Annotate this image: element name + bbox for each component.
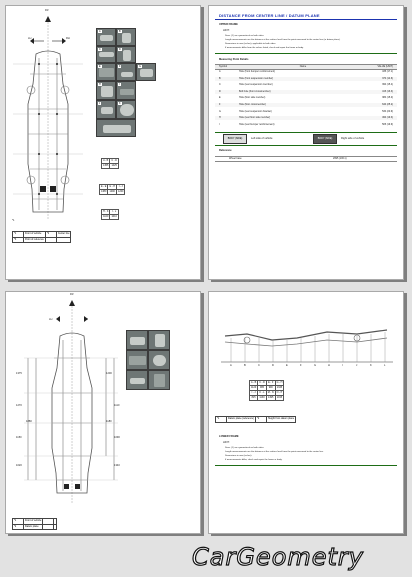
- badge-right-text: Right side of vehicle: [341, 137, 365, 140]
- dimension-left: 1880: [26, 420, 32, 423]
- photo-thumbnail: E: [96, 63, 116, 81]
- photo-thumbnail: [126, 370, 148, 390]
- rh-label: RH: [84, 318, 88, 321]
- hint-line: Dims. (1) are symmetrical on both sides.: [225, 447, 265, 449]
- photo-thumbnail: I: [116, 81, 136, 100]
- reference-row: Wheel base 2695 (106.1): [215, 156, 397, 162]
- photo-thumbnail: [96, 119, 136, 137]
- side-point-label: K: [370, 364, 372, 367]
- section-heading: LOWER FRAME: [219, 435, 239, 438]
- photo-thumbnail: J: [96, 100, 116, 119]
- measure-cell-symbol: H: [219, 116, 221, 120]
- side-point-label: L: [384, 364, 386, 367]
- lh-label: LH: [49, 318, 53, 321]
- side-point-label: I: [342, 364, 343, 367]
- dimension-table-b: E - E G - H I - J 1380 1490 1200: [101, 185, 124, 194]
- measure-row: [215, 116, 397, 120]
- measure-cell-value: 640 (25.2): [382, 103, 393, 106]
- side-point-label: F: [300, 364, 302, 367]
- photo-thumbnail: C: [96, 46, 116, 63]
- dimension-left: 1270: [16, 404, 22, 407]
- measure-row: [215, 123, 397, 127]
- measure-cell-value: 370 (14.6): [382, 76, 393, 80]
- badge-right: BODY (SIDE): [313, 134, 337, 144]
- badge-left-text: Left side of vehicle: [251, 137, 273, 140]
- hint-line: If measurements differ, check and repair the frame or body.: [225, 459, 283, 461]
- frame-dimension-diagram: [10, 298, 120, 508]
- hint-line: Dims. (1) are symmetrical on both sides.: [225, 35, 265, 37]
- side-point-label: D: [272, 364, 274, 367]
- hint-heading: HINT:: [223, 441, 230, 444]
- badge-left: BODY (SIDE): [223, 134, 247, 144]
- photo-thumbnail: [148, 330, 170, 350]
- dimension-left: 1150: [16, 436, 22, 439]
- page-2: [208, 5, 404, 280]
- measure-cell-name: Hole (rear floor side member): [239, 116, 271, 120]
- measure-row: [215, 110, 397, 114]
- side-point-label: C: [258, 364, 260, 367]
- measure-cell-symbol: I: [219, 122, 220, 126]
- photo-thumbnail: G: [136, 63, 156, 81]
- hint-line: Dimensions in mm (inches).: [225, 455, 252, 457]
- measure-cell-symbol: F: [219, 103, 221, 106]
- measure-cell-symbol: E: [219, 96, 221, 100]
- measure-cell-name: Hole (floor side member): [239, 96, 266, 100]
- measure-row: [215, 83, 397, 87]
- measure-cell-name: Bolt hole (front crossmember): [239, 89, 271, 93]
- logo-text: CarGeometry: [192, 543, 365, 571]
- measure-cell-symbol: D: [219, 89, 221, 93]
- hint-line: Length measurements are the distance at the surface level from the point measured to the center line.: [225, 451, 324, 453]
- photo-thumbnail: F: [116, 63, 136, 81]
- photo-thumbnail: [126, 330, 148, 350]
- side-point-label: B: [244, 364, 246, 367]
- hint-heading: HINT:: [223, 29, 230, 32]
- legend-table: *1 Front of vehicle *2 Datum plane: [12, 518, 57, 530]
- front-label: FR: [70, 293, 74, 296]
- table-header: Symbol Name VALUE (UNIT): [215, 64, 397, 70]
- measure-title: Measuring Point Details: [219, 58, 249, 61]
- photo-thumbnail: H: [96, 81, 116, 100]
- hint-line: Length measurements are the distance at the surface level from the point measured to the center line (or datum plane).: [225, 39, 341, 41]
- front-label: FR: [45, 9, 49, 12]
- photo-thumbnail: A: [96, 28, 116, 46]
- photo-thumbnail: [148, 350, 170, 370]
- measure-cell-value: 435 (17.1): [382, 70, 393, 73]
- hint-line: If measurements differ from the values listed, check and repair the frame or body.: [225, 47, 304, 49]
- dimension-right: 1180: [106, 420, 112, 423]
- photo-thumbnail: K: [116, 100, 136, 119]
- lh-label: LH: [28, 37, 32, 40]
- side-point-label: E: [286, 364, 288, 367]
- dimension-table-c: H - K I - L 1100 1010: [103, 210, 117, 219]
- side-point-label: J: [356, 364, 358, 367]
- measure-cell-symbol: C: [219, 83, 221, 87]
- measure-row: [215, 70, 397, 74]
- measure-row: [215, 77, 397, 81]
- note-mark: *1: [12, 219, 15, 222]
- cargeometry-logo: [188, 541, 400, 573]
- measure-cell-name: Hole (front bumper reinforcement): [239, 70, 276, 73]
- side-point-label: A: [230, 364, 232, 367]
- dimension-left: 1375: [16, 372, 22, 375]
- dimension-right: 1200: [106, 372, 112, 375]
- measure-cell-name: Hole (rear bumper reinforcement): [239, 122, 275, 126]
- legend-table: *1 Datum plane (reference) *2 Height from datum plane: [217, 417, 295, 421]
- measure-cell-name: Hole (rear suspension bracket): [239, 109, 272, 113]
- measure-row: [215, 103, 397, 107]
- dimension-table-a: A - B C - D 1455 1425: [103, 159, 117, 168]
- dimension-right: 1340: [114, 464, 120, 467]
- page-title: DISTANCE FROM CENTER LINE / DATUM PLANE: [219, 13, 320, 18]
- measure-cell-symbol: G: [219, 109, 221, 113]
- frame-top-view-diagram: [8, 14, 88, 224]
- hint-line: Dimensions in mm (inches); applicable to both sides.: [225, 43, 277, 45]
- page-4: [208, 291, 404, 534]
- measure-cell-value: 505 (19.9): [382, 122, 393, 126]
- measure-cell-value: 380 (15.0): [382, 96, 393, 100]
- section-heading: UPPER FRAME: [219, 23, 238, 26]
- measure-cell-name: Hole (front suspension member): [239, 76, 274, 80]
- photo-thumbnail: [126, 350, 148, 370]
- measure-row: [215, 96, 397, 100]
- page-1: [5, 5, 201, 280]
- dimension-left: 1020: [16, 464, 22, 467]
- side-point-label: G: [314, 364, 317, 367]
- photo-thumbnail: B: [116, 28, 136, 46]
- rh-label: RH: [66, 37, 70, 40]
- measure-cell-value: 415 (16.3): [382, 89, 393, 93]
- measure-cell-value: 530 (20.9): [382, 109, 393, 113]
- measure-row: [215, 90, 397, 94]
- dimension-right: 1090: [114, 436, 120, 439]
- height-table: A - B C - D E - F G - H 1120 995 990 1345 I - J K - L M - N O - P 815 1130 1495 1015: [251, 381, 283, 400]
- measure-cell-name: Hole (rear suspension member): [239, 83, 273, 87]
- dimension-right: 1110: [114, 404, 120, 407]
- legend-table: *1 Front of vehicle *2 Center line *3 Point of reference: [14, 232, 70, 241]
- reference-title: Reference: [219, 149, 232, 152]
- photo-thumbnail: D: [116, 46, 136, 63]
- frame-side-view-diagram: [217, 316, 397, 376]
- measure-cell-name: Hole (floor crossmember): [239, 103, 266, 106]
- page-3: [5, 291, 201, 534]
- measure-cell-symbol: B: [219, 76, 221, 80]
- side-point-label: H: [328, 364, 330, 367]
- measure-cell-symbol: A: [219, 70, 221, 73]
- measure-cell-value: 490 (19.3): [382, 116, 393, 120]
- photo-thumbnail: [148, 370, 170, 390]
- measure-cell-value: 390 (15.4): [382, 83, 393, 87]
